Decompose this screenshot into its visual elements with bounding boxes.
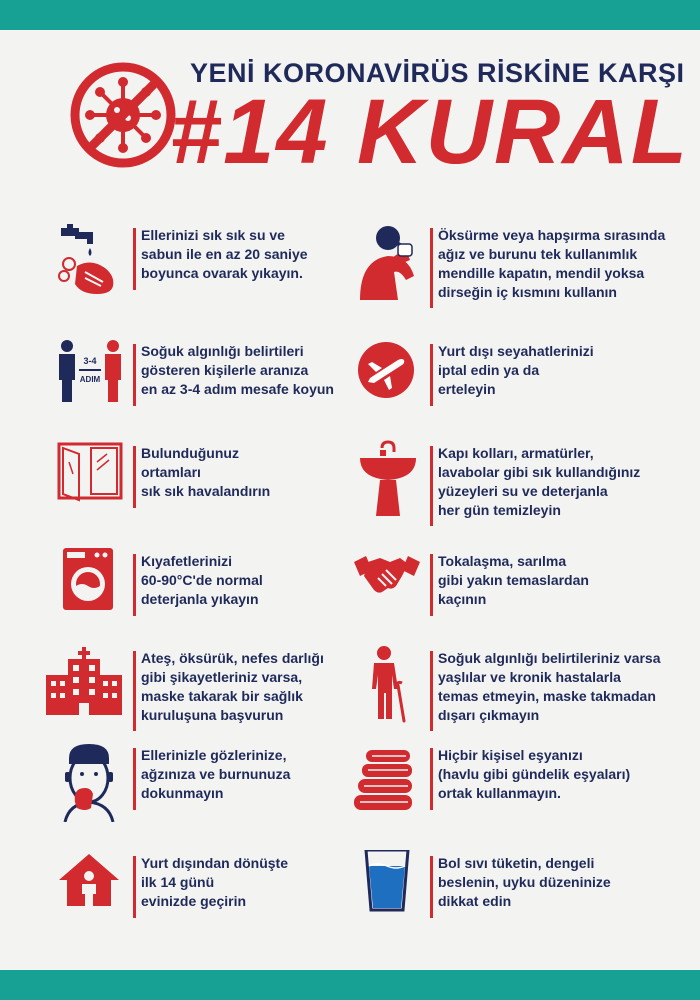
rule-cough bbox=[352, 222, 682, 312]
distance-icon bbox=[55, 338, 125, 418]
rule-text: Yurt dışından dönüşte ilk 14 günü evinizde geçirin bbox=[141, 855, 289, 909]
cough-icon bbox=[352, 222, 422, 302]
rule-accent-bar bbox=[133, 228, 136, 290]
rule-hospital bbox=[42, 645, 372, 735]
towels-icon bbox=[352, 742, 422, 822]
rule-text: Hiçbir kişisel eşyanızı (havlu gibi gündelik eşyaları) ortak kullanmayın. bbox=[438, 747, 631, 801]
rule-accent-bar bbox=[430, 554, 433, 616]
window-icon bbox=[55, 440, 125, 520]
rule-accent-bar bbox=[133, 856, 136, 918]
elderly-icon bbox=[352, 645, 422, 725]
rule-clean-surfaces bbox=[352, 440, 682, 530]
distance-label: 3-4 bbox=[83, 356, 97, 366]
rule-elderly bbox=[352, 645, 682, 735]
page-title: #14 KURAL bbox=[170, 81, 690, 183]
rule-accent-bar bbox=[133, 748, 136, 810]
rule-handshake bbox=[352, 548, 682, 638]
rule-text: Soğuk algınlığı belirtileriniz varsa yaşlılar ve kronik hastalarla temas etmeyin, maske takmadan dışarı çıkmayın bbox=[438, 650, 661, 723]
rule-accent-bar bbox=[133, 651, 136, 731]
handwash-icon bbox=[55, 222, 125, 302]
handshake-icon bbox=[352, 548, 422, 628]
rule-face-touch bbox=[55, 742, 385, 832]
top-band bbox=[0, 0, 700, 30]
rule-accent-bar bbox=[430, 651, 433, 731]
rule-text: Ellerinizle gözlerinize, ağzınıza ve burnunuza dokunmayın bbox=[141, 747, 291, 801]
rule-text: Kapı kolları, armatürler, lavabolar gibi sık kullandığınız yüzeyleri su ve deterjanla her gün temizleyin bbox=[438, 445, 641, 518]
rule-hydration bbox=[352, 850, 682, 940]
rule-accent-bar bbox=[430, 228, 433, 308]
rule-text: Bulunduğunuz ortamları sık sık havalandırın bbox=[141, 445, 271, 499]
rule-accent-bar bbox=[430, 856, 433, 918]
no-virus-icon bbox=[68, 60, 178, 170]
rule-ventilate bbox=[55, 440, 385, 530]
header bbox=[0, 30, 700, 190]
rule-text: Ateş, öksürük, nefes darlığı gibi şikayetleriniz varsa, maske takarak bir sağlık kuruluşuna başvurun bbox=[141, 650, 324, 723]
rule-airplane bbox=[352, 338, 682, 428]
house-icon bbox=[55, 850, 125, 930]
rule-accent-bar bbox=[133, 446, 136, 508]
rule-accent-bar bbox=[430, 344, 433, 406]
hospital-icon bbox=[42, 645, 126, 725]
rule-accent-bar bbox=[430, 446, 433, 526]
rule-text: Bol sıvı tüketin, dengeli beslenin, uyku düzeninize dikkat edin bbox=[438, 855, 611, 909]
rule-quarantine bbox=[55, 850, 385, 940]
rule-accent-bar bbox=[133, 344, 136, 406]
rule-laundry bbox=[55, 548, 385, 638]
page-subtitle: YENİ KORONAVİRÜS RİSKİNE KARŞI bbox=[190, 58, 685, 88]
rule-text: Ellerinizi sık sık su ve sabun ile en az 20 saniye boyunca ovarak yıkayın. bbox=[141, 227, 308, 281]
bottom-band bbox=[0, 970, 700, 1000]
rule-handwash bbox=[55, 222, 385, 312]
rule-distance bbox=[55, 338, 385, 428]
washing-machine-icon bbox=[55, 548, 125, 628]
rule-text: Kıyafetlerinizi 60-90°C'de normal deterjanla yıkayın bbox=[141, 553, 263, 607]
airplane-icon bbox=[352, 338, 422, 418]
rule-accent-bar bbox=[430, 748, 433, 810]
rule-personal-items bbox=[352, 742, 682, 832]
face-touch-icon bbox=[55, 742, 125, 822]
distance-unit-label: ADIM bbox=[79, 375, 101, 384]
rule-text: Yurt dışı seyahatlerinizi iptal edin ya da erteleyin bbox=[438, 343, 594, 397]
rule-text: Tokalaşma, sarılma gibi yakın temaslardan kaçının bbox=[438, 553, 589, 607]
rule-text: Soğuk algınlığı belirtileri gösteren kişilerle aranıza en az 3-4 adım mesafe koyun bbox=[141, 343, 334, 397]
sink-icon bbox=[352, 440, 422, 520]
rule-text: Öksürme veya hapşırma sırasında ağız ve burunu tek kullanımlık mendille kapatın, mendil yoksa dirseğin iç kısmını kullanın bbox=[438, 227, 666, 300]
water-glass-icon bbox=[352, 850, 422, 930]
rule-accent-bar bbox=[133, 554, 136, 616]
